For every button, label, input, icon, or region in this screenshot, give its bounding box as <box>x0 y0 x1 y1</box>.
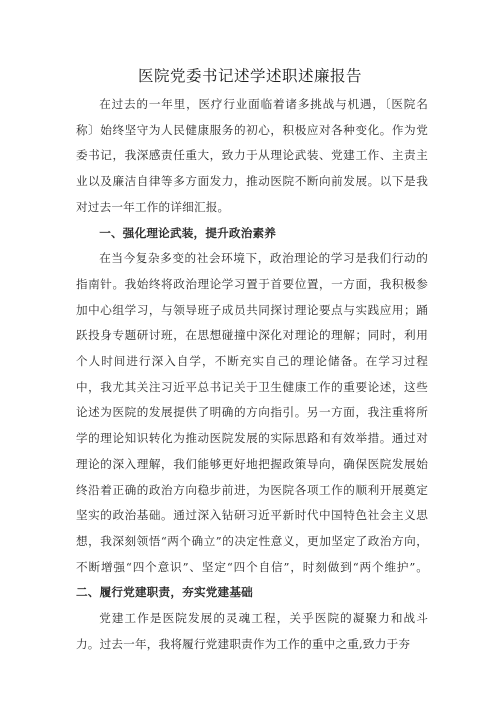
document-title: 医院党委书记述学述职述廉报告 <box>137 67 362 85</box>
document-body <box>76 92 428 657</box>
section-1-heading: 一、强化理论武装，提升政治素养 <box>99 225 277 240</box>
section-2-heading: 二、履行党建职责，夯实党建基础 <box>76 585 253 600</box>
section-2-paragraph: 党建工作是医院发展的灵魂工程，关乎医院的凝聚力和战斗力。过去一年，我将履行党建职责作为工作的重中之重,致力于夯 <box>76 611 428 651</box>
section-1-paragraph <box>76 246 428 606</box>
section-1-text: 在当今复杂多变的社会环境下，政治理论的学习是我们行动的指南针。我始终将政治理论学习置于首要位置，一方面，我积极参加中心组学习，与领导班子成员共同探讨理论要点与实践应用；踊跃投身专题研讨班，在思想碰撞中深化对理论的理解；同时，利用个人时间进行深入自学，不断充实自己的理论储备。在学习过程中，我尤其关注习近平总书记关于卫生健康工作的重要论述，这些论述为医院的发展提供了明确的方向指引。另一方面，我注重将所学的理论知识转化为推动医院发展的实际思路和有效举措。通过对理论的深入理解，我们能够更好地把握政策导向，确保医院发展始终沿着正确的政治方向稳步前进，为医院各项工作的顺利开展奠定坚实的政治基础。通过深入钻研习近平新时代中国特色社会主义思想，我深刻领悟“两个确立”的决定性意义，更加坚定了政治方向，不断增强“四个意识”、坚定“四个自信”，时刻做到“两个维护”。 <box>76 251 428 574</box>
intro-paragraph: 在过去的一年里，医疗行业面临着诸多挑战与机遇，〔医院名称〕始终坚守为人民健康服务的初心，积极应对各种变化。作为党委书记，我深感责任重大，致力于从理论武装、党建工作、主责主业以及廉洁自律等多方面发力，推动医院不断向前发展。以下是我对过去一年工作的详细汇报。 <box>76 97 428 214</box>
